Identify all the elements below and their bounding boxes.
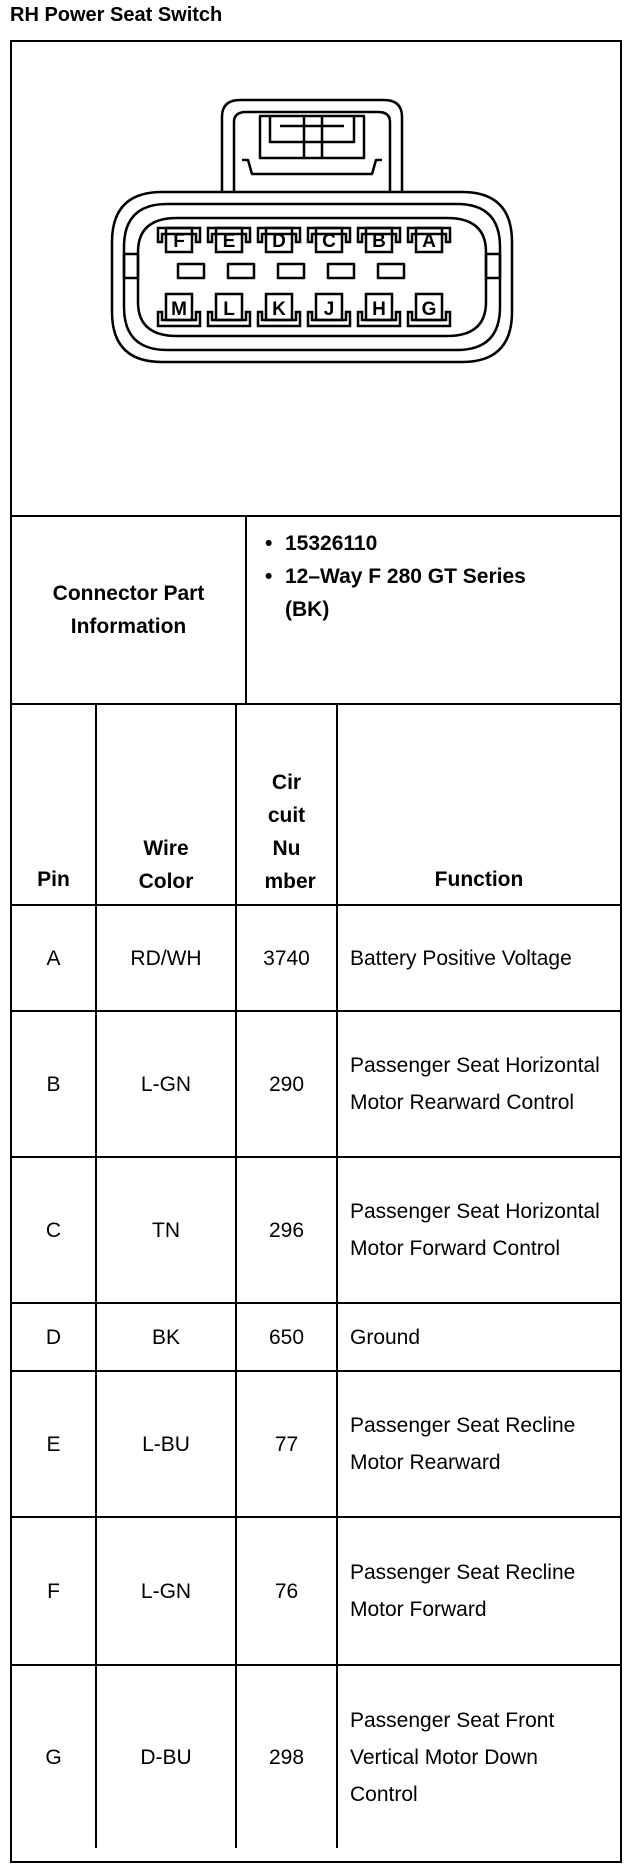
bullet-icon: •	[265, 532, 273, 555]
part-info-item: • 12–Way F 280 GT Series (BK)	[247, 560, 607, 626]
pin-label-bottom-3: K	[272, 299, 286, 320]
page-title: RH Power Seat Switch	[10, 4, 223, 26]
connector-diagram	[12, 42, 620, 517]
pin-label-top-5: B	[372, 231, 386, 252]
pin-label-bottom-5: H	[372, 299, 386, 320]
connector-part-info-row	[12, 517, 620, 705]
pin-label-top-2: E	[222, 231, 236, 252]
table-row: E L-BU 77 Passenger Seat Recline Motor Rearward	[12, 1371, 620, 1517]
connector-part-info-list	[247, 527, 607, 626]
pin-label-top-4: C	[322, 231, 336, 252]
header-function: Function	[337, 705, 620, 905]
header-circuit-number: Cir cuit Nu mber	[236, 705, 337, 905]
header-wire-color: Wire Color	[96, 705, 236, 905]
table-row: C TN 296 Passenger Seat Horizontal Motor Forward Control	[12, 1157, 620, 1303]
connector-part-info-label: Connector Part Information	[12, 517, 247, 703]
pin-label-bottom-6: G	[421, 299, 437, 320]
pin-label-bottom-1: M	[171, 299, 187, 320]
table-row: G D-BU 298 Passenger Seat Front Vertical Motor Down Control	[12, 1665, 620, 1848]
connector-face-drawing	[12, 42, 620, 515]
pin-label-bottom-2: L	[223, 299, 235, 320]
header-pin: Pin	[12, 705, 96, 905]
pin-table	[12, 705, 620, 1848]
table-row: B L-GN 290 Passenger Seat Horizontal Motor Rearward Control	[12, 1011, 620, 1157]
table-row: A RD/WH 3740 Battery Positive Voltage	[12, 905, 620, 1011]
bullet-icon: •	[265, 565, 273, 588]
table-row: F L-GN 76 Passenger Seat Recline Motor Forward	[12, 1517, 620, 1665]
table-row: D BK 650 Ground	[12, 1303, 620, 1371]
pin-label-bottom-4: J	[323, 299, 335, 320]
pin-label-top-3: D	[272, 231, 286, 252]
connector-info-table	[10, 40, 622, 1863]
pin-label-top-6: A	[422, 231, 436, 252]
table-header-row	[12, 705, 620, 905]
part-info-item: • 15326110	[247, 527, 607, 560]
pin-label-top-1: F	[173, 231, 185, 252]
